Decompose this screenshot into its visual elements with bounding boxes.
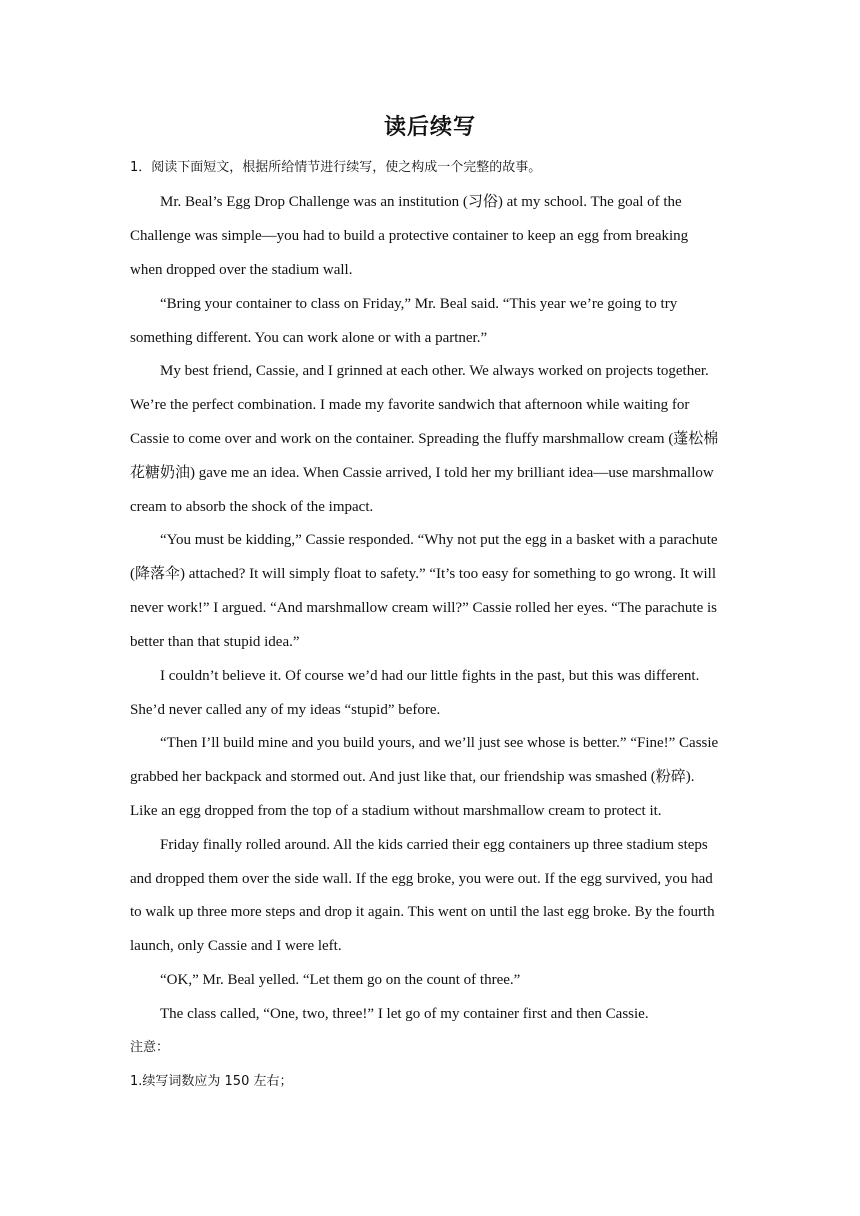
story-line: She’d never called any of my ideas “stupid” before. (130, 702, 441, 718)
story-line: better than that stupid idea.” (130, 634, 300, 650)
story-line: 花糖奶油) gave me an idea. When Cassie arrived, I told her my brilliant idea—use marshmallow (130, 465, 714, 481)
instruction-line: 1．阅读下面短文，根据所给情节进行续写，使之构成一个完整的故事。 (130, 160, 542, 175)
story-line: The class called, “One, two, three!” I let go of my container first and then Cassie. (160, 1006, 649, 1022)
story-line: never work!” I argued. “And marshmallow cream will?” Cassie rolled her eyes. “The parachute is (130, 600, 717, 616)
story-line: “Bring your container to class on Friday,” Mr. Beal said. “This year we’re going to try (160, 296, 678, 312)
story-line: Friday finally rolled around. All the kids carried their egg containers up three stadium steps (160, 837, 708, 853)
story-line: (降落伞) attached? It will simply float to safety.” “It’s too easy for something to go wrong. It will (130, 566, 716, 582)
story-line: “Then I’ll build mine and you build yours, and we’ll just see whose is better.” “Fine!” Cassie (160, 735, 719, 751)
story-line: I couldn’t believe it. Of course we’d had our little fights in the past, but this was different. (160, 668, 700, 684)
story-line: Mr. Beal’s Egg Drop Challenge was an institution (习俗) at my school. The goal of the (160, 194, 682, 210)
story-line: Cassie to come over and work on the container. Spreading the fluffy marshmallow cream (蓬松棉 (130, 431, 719, 447)
notes-label: 注意： (130, 1040, 170, 1055)
story-line: We’re the perfect combination. I made my favorite sandwich that afternoon while waiting for (130, 397, 690, 413)
story-line: something different. You can work alone or with a partner.” (130, 330, 488, 346)
story-line: “OK,” Mr. Beal yelled. “Let them go on the count of three.” (160, 972, 521, 988)
story-line: and dropped them over the side wall. If the egg broke, you were out. If the egg survived, you had (130, 871, 713, 887)
page-title: 读后续写 (383, 115, 476, 140)
story-line: My best friend, Cassie, and I grinned at each other. We always worked on projects together. (160, 363, 709, 379)
note-item: 1.续写词数应为 150 左右； (130, 1074, 293, 1089)
story-line: cream to absorb the shock of the impact. (130, 499, 374, 515)
story-line: when dropped over the stadium wall. (130, 262, 353, 278)
story-line: Challenge was simple—you had to build a protective container to keep an egg from breaking (130, 228, 689, 244)
story-line: Like an egg dropped from the top of a stadium without marshmallow cream to protect it. (130, 803, 662, 819)
story-line: to walk up three more steps and drop it again. This went on until the last egg broke. By the fourth (130, 904, 715, 920)
story-line: “You must be kidding,” Cassie responded. “Why not put the egg in a basket with a parachute (160, 532, 718, 548)
story-line: grabbed her backpack and stormed out. And just like that, our friendship was smashed (粉碎). (130, 769, 695, 785)
story-line: launch, only Cassie and I were left. (130, 938, 342, 954)
